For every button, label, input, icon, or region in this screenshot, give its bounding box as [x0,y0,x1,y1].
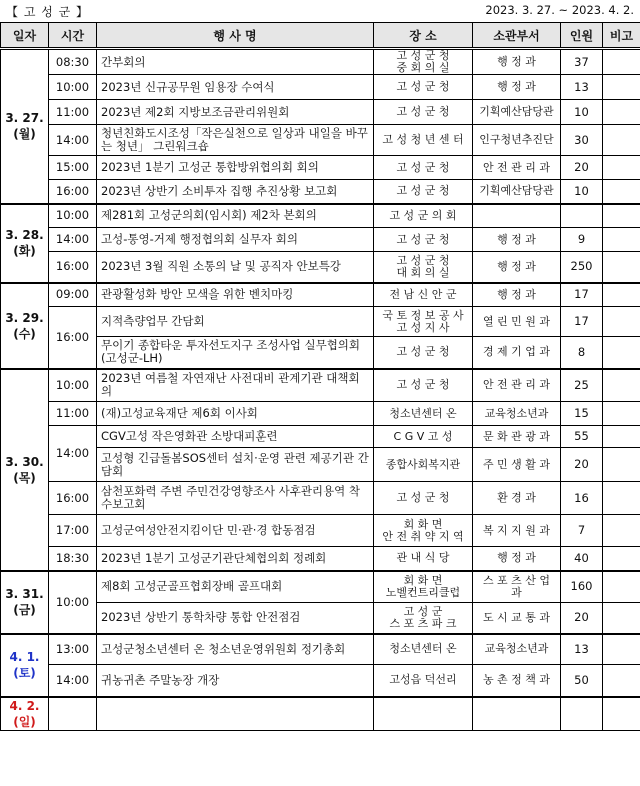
dept-cell: 행 정 과 [473,283,561,307]
table-row [1,426,640,448]
event-cell [97,697,374,731]
place-cell: 청소년센터 온 [374,402,473,426]
event-cell: 청년친화도시조성「작은실천으로 일상과 내일을 바꾸는 청년」 그린워크숍 [97,125,374,156]
dept-cell: 행 정 과 [473,228,561,252]
event-cell: 고성군여성안전지킴이단 민·관·경 합동점검 [97,515,374,547]
date-cell: 3. 30. (목) [1,369,49,571]
place-cell: C G V 고 성 [374,426,473,448]
date-cell: 4. 2. (일) [1,697,49,731]
dept-cell: 도 시 교 통 과 [473,603,561,634]
table-row [1,634,640,665]
time-cell: 08:30 [49,49,97,75]
time-cell: 16:00 [49,252,97,283]
schedule-header [0,0,640,22]
person-cell: 9 [561,228,603,252]
place-cell: 청소년센터 온 [374,634,473,665]
dept-cell: 농 촌 정 책 과 [473,665,561,697]
person-cell: 10 [561,100,603,125]
date-cell: 4. 1. (토) [1,634,49,697]
person-cell: 20 [561,603,603,634]
dept-cell: 행 정 과 [473,547,561,571]
person-cell: 16 [561,482,603,515]
time-cell: 13:00 [49,634,97,665]
time-cell: 10:00 [49,204,97,228]
event-cell: 2023년 1분기 고성군 통합방위협의회 회의 [97,156,374,180]
time-cell: 11:00 [49,402,97,426]
event-cell: 지적측량업무 간담회 [97,307,374,337]
place-cell: 고성읍 덕선리 [374,665,473,697]
memo-cell [603,571,640,603]
dept-cell: 복 지 지 원 과 [473,515,561,547]
time-cell [49,697,97,731]
place-cell: 회 화 면 안 전 취 약 지 역 [374,515,473,547]
event-cell: 고성-통영-거제 행정협의회 실무자 회의 [97,228,374,252]
memo-cell [603,228,640,252]
memo-cell [603,547,640,571]
event-cell: 고성군청소년센터 온 청소년운영위원회 정기총회 [97,634,374,665]
place-cell: 고 성 군 청 [374,337,473,369]
time-cell: 17:00 [49,515,97,547]
dept-cell: 문 화 관 광 과 [473,426,561,448]
time-cell: 10:00 [49,571,97,634]
table-row [1,402,640,426]
event-cell: 제8회 고성군골프협회장배 골프대회 [97,571,374,603]
date-cell: 3. 29. (수) [1,283,49,369]
time-cell: 16:00 [49,482,97,515]
time-cell: 14:00 [49,665,97,697]
time-cell: 10:00 [49,369,97,402]
person-cell: 17 [561,307,603,337]
header-row [1,23,640,49]
table-row [1,369,640,402]
table-row [1,180,640,204]
memo-cell [603,125,640,156]
place-cell: 고 성 군 청 중 회 의 실 [374,49,473,75]
event-cell: 무이기 종합타운 투자선도지구 조성사업 실무협의회(고성군-LH) [97,337,374,369]
person-cell [561,204,603,228]
dept-cell: 열 린 민 원 과 [473,307,561,337]
event-cell: CGV고성 작은영화관 소방대피훈련 [97,426,374,448]
dept-cell: 교육청소년과 [473,402,561,426]
time-cell: 14:00 [49,228,97,252]
memo-cell [603,426,640,448]
person-cell: 250 [561,252,603,283]
dept-cell: 환 경 과 [473,482,561,515]
time-cell: 16:00 [49,180,97,204]
table-row [1,307,640,337]
dept-cell: 안 전 관 리 과 [473,369,561,402]
table-row [1,156,640,180]
time-cell: 10:00 [49,75,97,100]
dept-cell: 기획예산담당관 [473,180,561,204]
col-date: 일자 [1,23,49,49]
memo-cell [603,402,640,426]
event-cell: 2023년 제2회 지방보조금관리위원회 [97,100,374,125]
memo-cell [603,307,640,337]
memo-cell [603,665,640,697]
event-cell: 제281회 고성군의회(임시회) 제2차 본회의 [97,204,374,228]
table-row [1,49,640,75]
memo-cell [603,697,640,731]
person-cell: 50 [561,665,603,697]
col-event: 행 사 명 [97,23,374,49]
person-cell: 7 [561,515,603,547]
place-cell: 고 성 군 청 [374,228,473,252]
time-cell: 15:00 [49,156,97,180]
table-row [1,252,640,283]
table-row [1,100,640,125]
place-cell: 고 성 군 청 [374,180,473,204]
place-cell: 고 성 군 청 [374,369,473,402]
table-row [1,665,640,697]
event-cell: 2023년 상반기 통학차량 통합 안전점검 [97,603,374,634]
time-cell: 09:00 [49,283,97,307]
time-cell: 18:30 [49,547,97,571]
table-row [1,228,640,252]
place-cell: 회 화 면 노벨컨트리클럽 [374,571,473,603]
table-row [1,283,640,307]
col-person: 인원 [561,23,603,49]
person-cell: 40 [561,547,603,571]
col-dept: 소관부서 [473,23,561,49]
memo-cell [603,100,640,125]
dept-cell: 경 제 기 업 과 [473,337,561,369]
col-time: 시간 [49,23,97,49]
time-cell: 14:00 [49,125,97,156]
dept-cell [473,697,561,731]
dept-cell [473,204,561,228]
dept-cell: 행 정 과 [473,49,561,75]
memo-cell [603,634,640,665]
person-cell: 8 [561,337,603,369]
table-row [1,75,640,100]
event-cell: 삼천포화력 주변 주민건강영향조사 사후관리용역 착수보고회 [97,482,374,515]
person-cell: 160 [561,571,603,603]
place-cell: 고 성 군 청 대 회 의 실 [374,252,473,283]
dept-cell: 스 포 츠 산 업 과 [473,571,561,603]
person-cell: 55 [561,426,603,448]
person-cell: 30 [561,125,603,156]
date-cell: 3. 31. (금) [1,571,49,634]
event-cell: 2023년 1분기 고성군기관단체협의회 정례회 [97,547,374,571]
event-cell: 2023년 3월 직원 소통의 날 및 공직자 안보특강 [97,252,374,283]
period-label: 2023. 3. 27. ~ 2023. 4. 2. [485,3,634,17]
event-cell: 2023년 상반기 소비투자 집행 추진상황 보고회 [97,180,374,204]
place-cell: 관 내 식 당 [374,547,473,571]
event-cell: 2023년 여름철 자연재난 사전대비 관계기관 대책회의 [97,369,374,402]
col-place: 장 소 [374,23,473,49]
memo-cell [603,515,640,547]
person-cell: 20 [561,156,603,180]
organization-label: 【 고 성 군 】 [6,5,90,19]
place-cell: 고 성 군 청 [374,100,473,125]
dept-cell: 주 민 생 활 과 [473,448,561,482]
table-row [1,697,640,731]
memo-cell [603,204,640,228]
person-cell: 25 [561,369,603,402]
table-row [1,448,640,482]
place-cell: 고 성 군 청 [374,482,473,515]
table-row [1,515,640,547]
memo-cell [603,369,640,402]
memo-cell [603,283,640,307]
time-cell: 14:00 [49,426,97,482]
person-cell: 13 [561,75,603,100]
person-cell: 37 [561,49,603,75]
place-cell: 고 성 군 스 포 츠 파 크 [374,603,473,634]
memo-cell [603,603,640,634]
col-memo: 비고 [603,23,640,49]
memo-cell [603,448,640,482]
schedule-table [0,22,640,731]
dept-cell: 인구청년추진단 [473,125,561,156]
dept-cell: 안 전 관 리 과 [473,156,561,180]
place-cell: 전 남 신 안 군 [374,283,473,307]
table-row [1,204,640,228]
time-cell: 11:00 [49,100,97,125]
person-cell: 13 [561,634,603,665]
dept-cell: 기획예산담당관 [473,100,561,125]
person-cell: 20 [561,448,603,482]
event-cell: (재)고성교육재단 제6회 이사회 [97,402,374,426]
place-cell [374,697,473,731]
event-cell: 2023년 신규공무원 임용장 수여식 [97,75,374,100]
memo-cell [603,337,640,369]
memo-cell [603,180,640,204]
place-cell: 고 성 군 청 [374,156,473,180]
time-cell: 16:00 [49,307,97,369]
dept-cell: 교육청소년과 [473,634,561,665]
event-cell: 관광활성화 방안 모색을 위한 벤치마킹 [97,283,374,307]
table-row [1,125,640,156]
memo-cell [603,252,640,283]
table-row [1,482,640,515]
person-cell: 15 [561,402,603,426]
event-cell: 귀농귀촌 주말농장 개장 [97,665,374,697]
place-cell: 고 성 군 의 회 [374,204,473,228]
place-cell: 고 성 청 년 센 터 [374,125,473,156]
dept-cell: 행 정 과 [473,252,561,283]
dept-cell: 행 정 과 [473,75,561,100]
table-row [1,571,640,603]
table-row [1,337,640,369]
place-cell: 국 토 정 보 공 사 고 성 지 사 [374,307,473,337]
date-cell: 3. 27. (월) [1,49,49,204]
person-cell: 17 [561,283,603,307]
memo-cell [603,482,640,515]
person-cell [561,697,603,731]
place-cell: 고 성 군 청 [374,75,473,100]
memo-cell [603,156,640,180]
event-cell: 고성형 긴급돌봄SOS센터 설치·운영 관련 제공기관 간담회 [97,448,374,482]
person-cell: 10 [561,180,603,204]
memo-cell [603,75,640,100]
place-cell: 종합사회복지관 [374,448,473,482]
table-row [1,547,640,571]
event-cell: 간부회의 [97,49,374,75]
table-row [1,603,640,634]
memo-cell [603,49,640,75]
date-cell: 3. 28. (화) [1,204,49,283]
